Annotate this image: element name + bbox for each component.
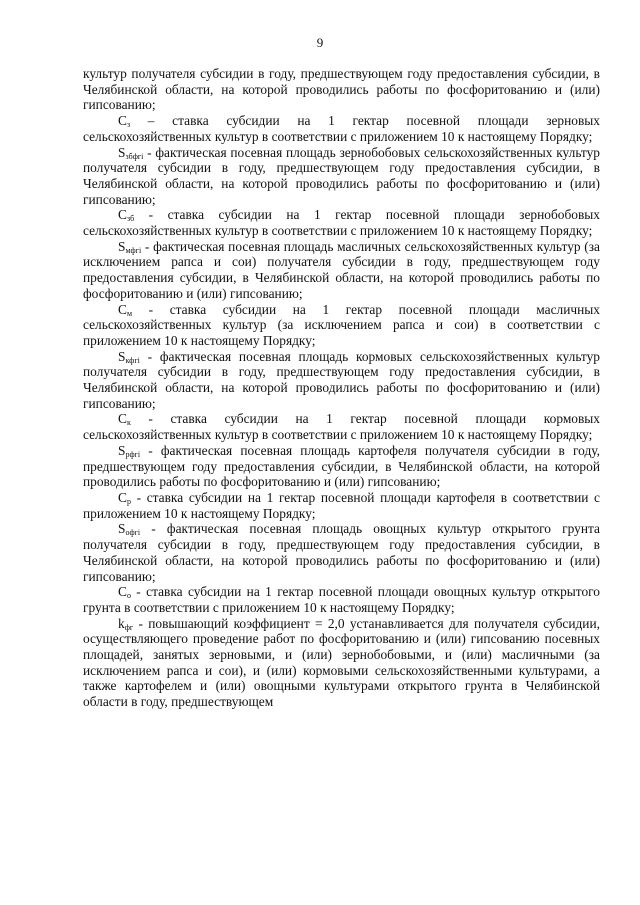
symbol: С (118, 584, 127, 600)
paragraph-text: - ставка субсидии на 1 гектар посевной площади картофеля в соответствии с приложением 10 к настоящему Порядку; (83, 489, 600, 521)
symbol-subscript: р (126, 496, 131, 506)
symbol-subscript: зб (126, 214, 135, 224)
symbol: S (118, 144, 126, 160)
paragraph-text: - фактическая посевная площадь кормовых сельскохозяйственных культур получателя субсидии в году, предшествующем году предоставления субсидии, в Челябинской области, на которой проводились работы по фосфоритованию и (или) гипсованию; (83, 348, 600, 411)
paragraph-13 (83, 616, 600, 710)
paragraph-text: - фактическая посевная площадь масличных сельскохозяйственных культур (за исключением рапса и сои) получателя субсидии в году, предшествующем году предоставления субсидии, в Челябинской области, на которой проводились работы по фосфоритованию и (или) гипсованию; (83, 238, 600, 301)
paragraph-2 (83, 113, 600, 144)
symbol-subscript: к (126, 418, 131, 428)
paragraph-text: - фактическая посевная площадь овощных культур открытого грунта получателя субсидии в году, предшествующем году предоставления субсидии, в Челябинской области, на которой проводились работы по фосфоритованию и (или) гипсованию; (83, 521, 600, 584)
subscript-part: фгi (132, 151, 144, 161)
paragraph-text: - повышающий коэффициент = 2,0 устанавливается для получателя субсидии, осуществляющего проведение работ по фосфоритованию и (или) гипсованию посевных площадей, занятых зерновыми, и (или) зернобобовыми, и (или) масличными (за исключением рапса и сои), и (или) кормовыми сельскохозяйственными культурами, а также картофелем и (или) овощными культурами открытого грунта в Челябинской области в году, предшествующем (83, 615, 600, 710)
paragraph-6 (83, 302, 600, 349)
paragraph-text: - ставка субсидии на 1 гектар посевной площади овощных культур открытого грунта в соответствии с приложением 10 к настоящему Порядку; (83, 584, 600, 615)
symbol-subscript: фг (124, 622, 134, 632)
symbol: S (118, 521, 126, 537)
paragraph-text: - ставка субсидии на 1 гектар посевной площади кормовых сельскохозяйственных культур в соответствии с приложением 10 к настоящему Порядку; (83, 411, 600, 443)
paragraph-12 (83, 584, 600, 615)
paragraph-11 (83, 521, 600, 584)
paragraph-4 (83, 207, 600, 238)
paragraph-8 (83, 411, 600, 442)
paragraph-9 (83, 443, 600, 490)
page-number: 9 (316, 35, 324, 50)
symbol-subscript: кфгi (125, 355, 140, 365)
paragraph-text: культур получателя субсидии в году, предшествующем году предоставления субсидии, в Челябинской области, на которой проводились работы по фосфоритованию и (или) гипсованию; (83, 66, 600, 113)
symbol-subscript: офгi (125, 528, 141, 538)
symbol: С (118, 113, 127, 129)
paragraph-text: – ставка субсидии на 1 гектар посевной площади зерновых сельскохозяйственных культур в соответствии с приложением 10 к настоящему Порядку; (83, 113, 600, 144)
paragraph-7 (83, 349, 600, 412)
paragraph-text: - фактическая посевная площадь картофеля получателя субсидии в году, предшествующем году предоставления субсидии, в Челябинской области, на которой проводились работы по фосфоритованию и (или) гипсованию; (83, 442, 600, 490)
paragraph-text: - ставка субсидии на 1 гектар посевной площади масличных сельскохозяйственных культур (за исключением рапса и сои) в соответствии с приложением 10 к настоящему Порядку; (83, 301, 600, 348)
symbol: С (118, 489, 127, 505)
symbol-subscript: мфгi (125, 245, 142, 255)
symbol-subscript: рфгi (125, 449, 141, 459)
symbol-subscript (125, 152, 143, 161)
symbol: S (118, 348, 126, 364)
symbol: S (118, 238, 126, 254)
subscript-part: зб (125, 151, 133, 161)
paragraph-1 (83, 66, 600, 113)
symbol-subscript: з (126, 120, 131, 130)
symbol-subscript: м (126, 308, 132, 318)
symbol: С (118, 207, 127, 223)
paragraph-5 (83, 239, 600, 302)
symbol: k (118, 615, 125, 631)
symbol: С (118, 301, 127, 317)
paragraph-10 (83, 490, 600, 521)
paragraph-text: - фактическая посевная площадь зернобобовых сельскохозяйственных культур получателя субсидии в году, предшествующем году предоставления субсидии, в Челябинской области, на которой проводились работы по фосфоритованию и (или) гипсованию; (83, 144, 600, 207)
document-body (83, 66, 600, 710)
symbol-subscript: о (126, 591, 131, 601)
symbol: S (118, 442, 126, 458)
paragraph-3 (83, 145, 600, 208)
symbol: С (118, 411, 127, 427)
paragraph-text: - ставка субсидии на 1 гектар посевной площади зернобобовых сельскохозяйственных культур в соответствии с приложением 10 к настоящему Порядку; (83, 207, 600, 239)
